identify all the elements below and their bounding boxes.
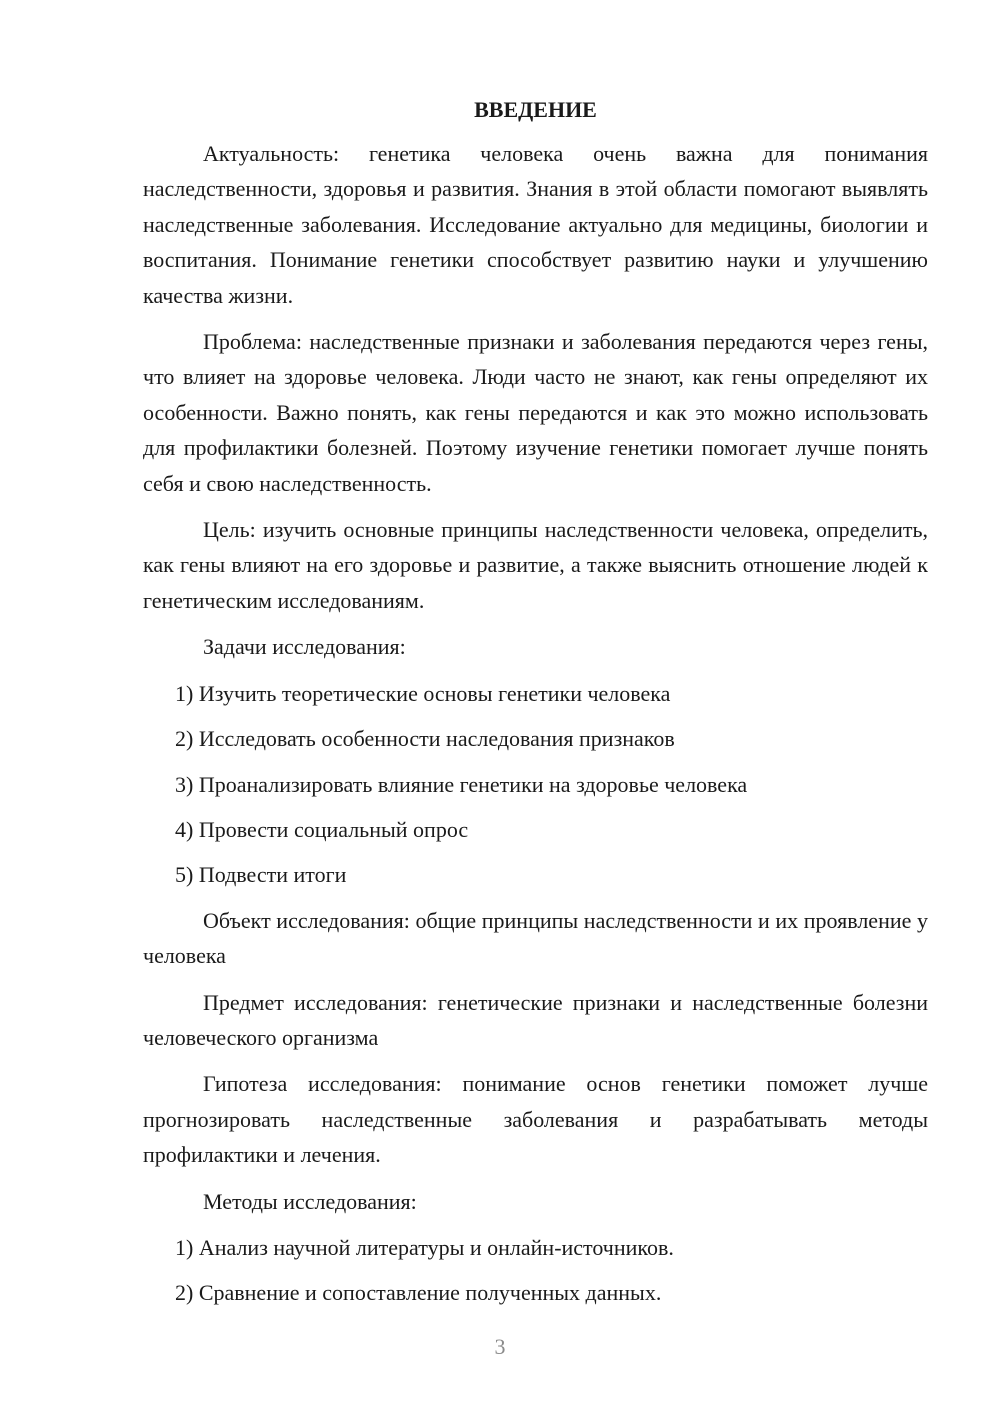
page-number: 3 <box>494 1334 506 1359</box>
object-paragraph: Объект исследования: общие принципы наследственности и их проявление у человека <box>143 907 928 969</box>
task-list-item: 5) Подвести итоги <box>175 862 347 888</box>
page-content <box>143 95 928 1321</box>
task-list-item: 3) Проанализировать влияние генетики на здоровье человека <box>175 771 748 797</box>
goal-paragraph: Цель: изучить основные принципы наследственности человека, определить, как гены влияют на его здоровье и развитие, а также выяснить отношение людей к генетическим исследованиям. <box>143 517 928 613</box>
method-list-item: 2) Сравнение и сопоставление полученных данных. <box>175 1280 662 1306</box>
task-list-item: 2) Исследовать особенности наследования признаков <box>175 726 675 752</box>
section-title: ВВЕДЕНИЕ <box>474 97 597 122</box>
methods-heading: Методы исследования: <box>203 1188 417 1214</box>
actuality-paragraph: Актуальность: генетика человека очень важна для понимания наследственности, здоровья и развития. Знания в этой области помогают выявлять наследственные заболевания. Исследование актуально для медицины, биологии и воспитания. Понимание генетики способствует развитию науки и улучшению качества жизни. <box>143 141 928 308</box>
hypothesis-paragraph: Гипотеза исследования: понимание основ генетики поможет лучше прогнозировать наследственные заболевания и разрабатывать методы профилактики и лечения. <box>143 1071 928 1168</box>
method-list-item: 1) Анализ научной литературы и онлайн-источников. <box>175 1234 674 1260</box>
problem-paragraph: Проблема: наследственные признаки и заболевания передаются через гены, что влияет на здоровье человека. Люди часто не знают, как гены определяют их особенности. Важно понять, как гены передаются и как это можно использовать для профилактики болезней. Поэтому изучение генетики помогает лучше понять себя и свою наследственность. <box>143 329 928 496</box>
task-list-item: 4) Провести социальный опрос <box>175 816 469 842</box>
tasks-heading: Задачи исследования: <box>203 634 406 660</box>
task-list-item: 1) Изучить теоретические основы генетики человека <box>175 680 671 706</box>
subject-paragraph: Предмет исследования: генетические признаки и наследственные болезни человеческого организма <box>143 989 928 1050</box>
